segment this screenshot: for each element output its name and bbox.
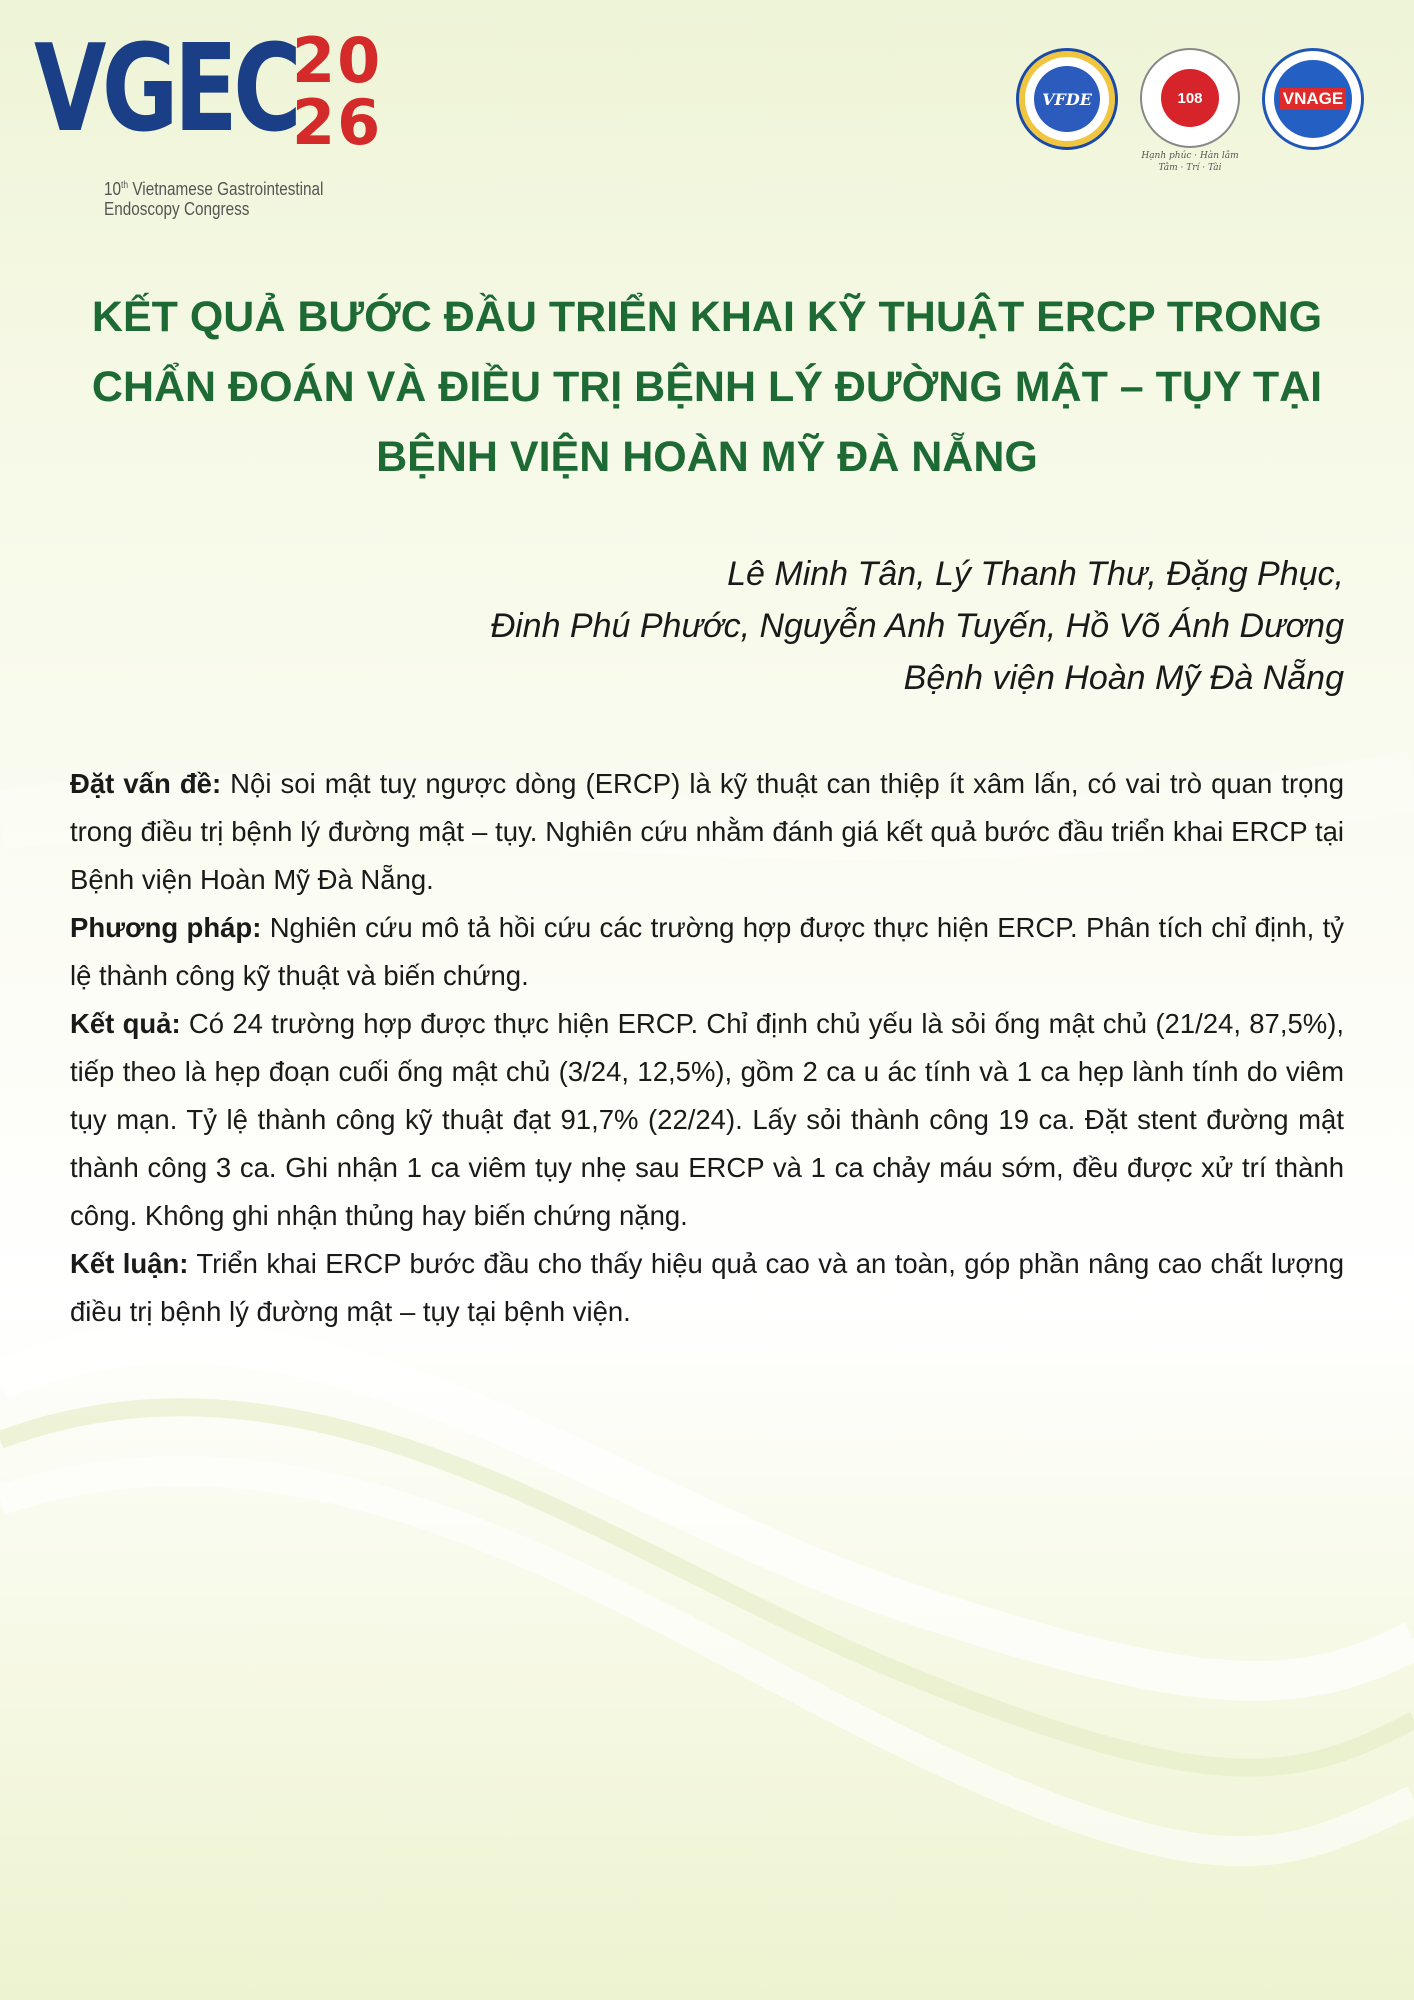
logo-subtitle-suffix: th [121, 180, 129, 191]
military-hospital-108-logo-icon [1140, 48, 1240, 173]
section-results-text: Có 24 trường hợp được thực hiện ERCP. Chỉ định chủ yếu là sỏi ống mật chủ (21/24, 87,5%), tiếp theo là hẹp đoạn cuối ống mật chủ (3/24, 12,5%), gồm 2 ca u ác tính và 1 ca hẹp lành tính do viêm tụy mạn. Tỷ lệ thành công kỹ thuật đạt 91,7% (22/24). Lấy sỏi thành công 19 ca. Đặt stent đường mật thành công 3 ca. Ghi nhận 1 ca viêm tụy nhẹ sau ERCP và 1 ca chảy máu sớm, đều được xử trí thành công. Không ghi nhận thủng hay biến chứng nặng. [70, 1008, 1345, 1231]
section-methods [70, 904, 1344, 1000]
logo-year [292, 24, 412, 159]
vgec-logo [34, 20, 414, 220]
section-methods-text: Nghiên cứu mô tả hồi cứu các trường hợp được thực hiện ERCP. Phân tích chỉ định, tỷ lệ thành công kỹ thuật và biến chứng. [70, 912, 1345, 991]
section-background [70, 760, 1344, 904]
title-line-3: BỆNH VIỆN HOÀN MỸ ĐÀ NẴNG [376, 433, 1038, 481]
section-background-label: Đặt vấn đề: [70, 768, 222, 799]
vfde-logo-label: VFDE [1034, 66, 1100, 132]
section-results-label: Kết quả: [70, 1008, 181, 1039]
hospital-108-caption-line1: Hạnh phúc · Hàn lâm [1141, 151, 1239, 161]
logo-subtitle-ordinal: 10 [104, 179, 122, 199]
section-conclusion-text: Triển khai ERCP bước đầu cho thấy hiệu quả cao và an toàn, góp phần nâng cao chất lượng điều trị bệnh lý đường mật – tụy tại bệnh viện. [70, 1248, 1344, 1327]
section-conclusion-label: Kết luận: [70, 1248, 189, 1279]
vnage-logo-icon [1262, 48, 1364, 150]
title-line-2: CHẨN ĐOÁN VÀ ĐIỀU TRỊ BỆNH LÝ ĐƯỜNG MẬT – TỤY TẠI [91, 363, 1323, 411]
logo-year-top: 20 [292, 24, 383, 97]
logo-subtitle-line2: Endoscopy Congress [104, 199, 250, 219]
section-background-text: Nội soi mật tuỵ ngược dòng (ERCP) là kỹ thuật can thiệp ít xâm lấn, có vai trò quan trọng trong điều trị bệnh lý đường mật – tụy. Nghiên cứu nhằm đánh giá kết quả bước đầu triển khai ERCP tại Bệnh viện Hoàn Mỹ Đà Nẵng. [70, 768, 1345, 895]
abstract-body [70, 760, 1344, 1336]
title-line-1: KẾT QUẢ BƯỚC ĐẦU TRIỂN KHAI KỸ THUẬT ERCP TRONG [91, 293, 1323, 341]
affiliation: Bệnh viện Hoàn Mỹ Đà Nẵng [903, 659, 1344, 697]
abstract-title [60, 282, 1354, 492]
author-block [344, 548, 1344, 704]
logo-subtitle-line1: Vietnamese Gastrointestinal [132, 179, 324, 199]
hospital-108-caption-line2: Tâm · Trí · Tài [1158, 163, 1222, 173]
authors-line-1: Lê Minh Tân, Lý Thanh Thư, Đặng Phục, [727, 555, 1344, 593]
logo-subtitle [104, 176, 323, 219]
logo-wordmark: VGEC [34, 20, 298, 159]
vfde-logo-icon [1016, 48, 1118, 150]
logo-year-bottom: 26 [292, 86, 383, 159]
authors-line-2: Đinh Phú Phước, Nguyễn Anh Tuyến, Hồ Võ Ánh Dương [490, 607, 1344, 645]
section-conclusion [70, 1240, 1344, 1336]
section-methods-label: Phương pháp: [70, 912, 262, 943]
vnage-logo-label: VNAGE [1280, 88, 1346, 110]
partner-logos [1016, 48, 1364, 173]
hospital-108-logo-label: 108 [1161, 69, 1219, 127]
section-results [70, 1000, 1344, 1240]
hospital-108-caption [1136, 150, 1244, 174]
